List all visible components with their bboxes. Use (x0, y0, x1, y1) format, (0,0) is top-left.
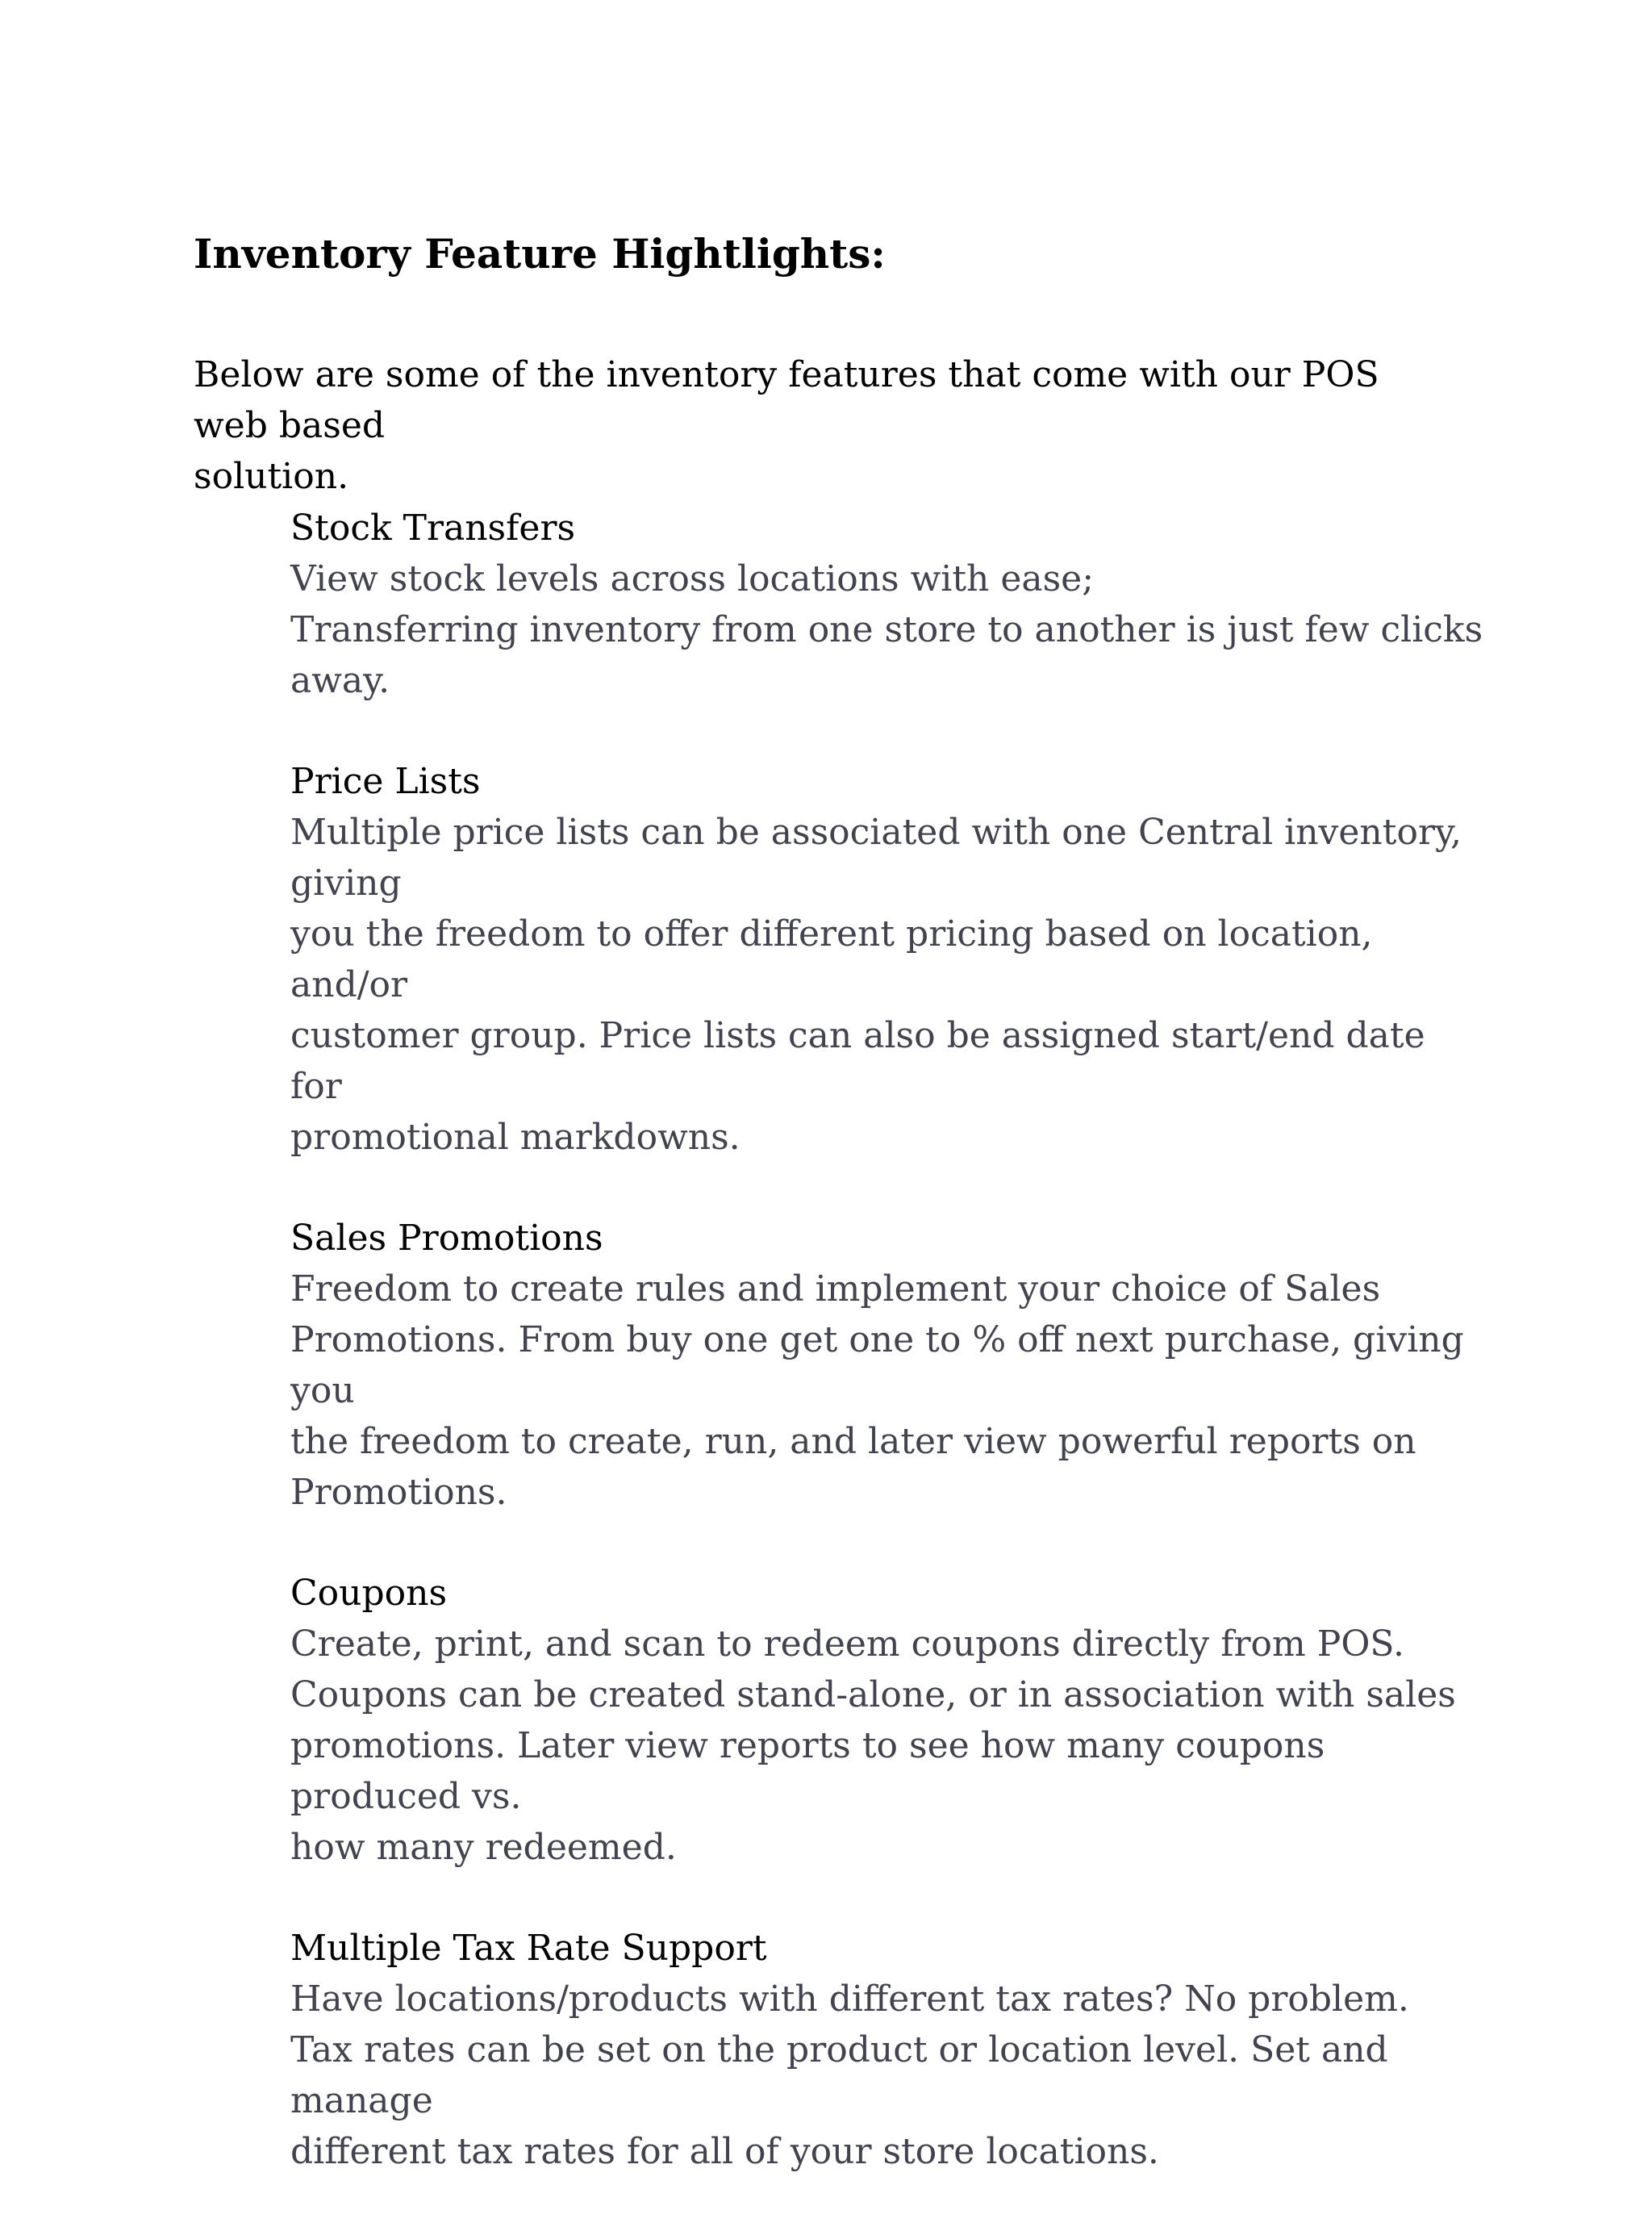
feature-stock-transfers (290, 503, 1484, 706)
feature-title: Stock Transfers (290, 508, 576, 549)
feature-description-line: the freedom to create, run, and later view powerful reports on (290, 1421, 1416, 1462)
intro-line: Below are some of the inventory features that come with our POS web based (194, 354, 1379, 446)
page-title: Inventory Feature Hightlights: (194, 230, 886, 278)
feature-sales-promotions (290, 1213, 1484, 1518)
feature-description-line: Promotions. (290, 1472, 507, 1513)
feature-description-line: promotions. Later view reports to see how many coupons produced vs. (290, 1725, 1325, 1817)
feature-description-line: how many redeemed. (290, 1827, 677, 1868)
feature-description-line: different tax rates for all of your store locations. (290, 2131, 1159, 2172)
feature-title: Coupons (290, 1573, 448, 1614)
feature-description-line: Tax rates can be set on the product or location level. Set and manage (290, 2029, 1388, 2121)
feature-coupons (290, 1568, 1484, 1873)
feature-description-line: Freedom to create rules and implement your choice of Sales (290, 1268, 1381, 1310)
feature-description-line: Coupons can be created stand-alone, or in association with sales (290, 1674, 1456, 1715)
feature-description-line: Multiple price lists can be associated with one Central inventory, giving (290, 812, 1462, 904)
feature-description-line: Create, print, and scan to redeem coupons directly from POS. (290, 1623, 1404, 1665)
feature-description-line: Transferring inventory from one store to another is just few clicks away. (290, 609, 1483, 701)
feature-title: Price Lists (290, 761, 481, 802)
feature-description-line: customer group. Price lists can also be assigned start/end date for (290, 1015, 1425, 1107)
feature-description-line: promotional markdowns. (290, 1117, 740, 1158)
feature-description-line: you the freedom to offer different pricing based on location, and/or (290, 913, 1373, 1005)
intro-paragraph (194, 349, 1452, 502)
intro-line: solution. (194, 456, 349, 497)
feature-description-line: Have locations/products with different tax rates? No problem. (290, 1978, 1409, 2020)
feature-multiple-tax-rate-support (290, 1923, 1484, 2177)
feature-title: Sales Promotions (290, 1218, 603, 1259)
feature-list (290, 503, 1484, 2227)
feature-price-lists (290, 756, 1484, 1163)
feature-description-line: View stock levels across locations with ease; (290, 558, 1095, 600)
feature-description-line: Promotions. From buy one get one to % off next purchase, giving you (290, 1319, 1464, 1411)
feature-title: Multiple Tax Rate Support (290, 1928, 767, 1969)
